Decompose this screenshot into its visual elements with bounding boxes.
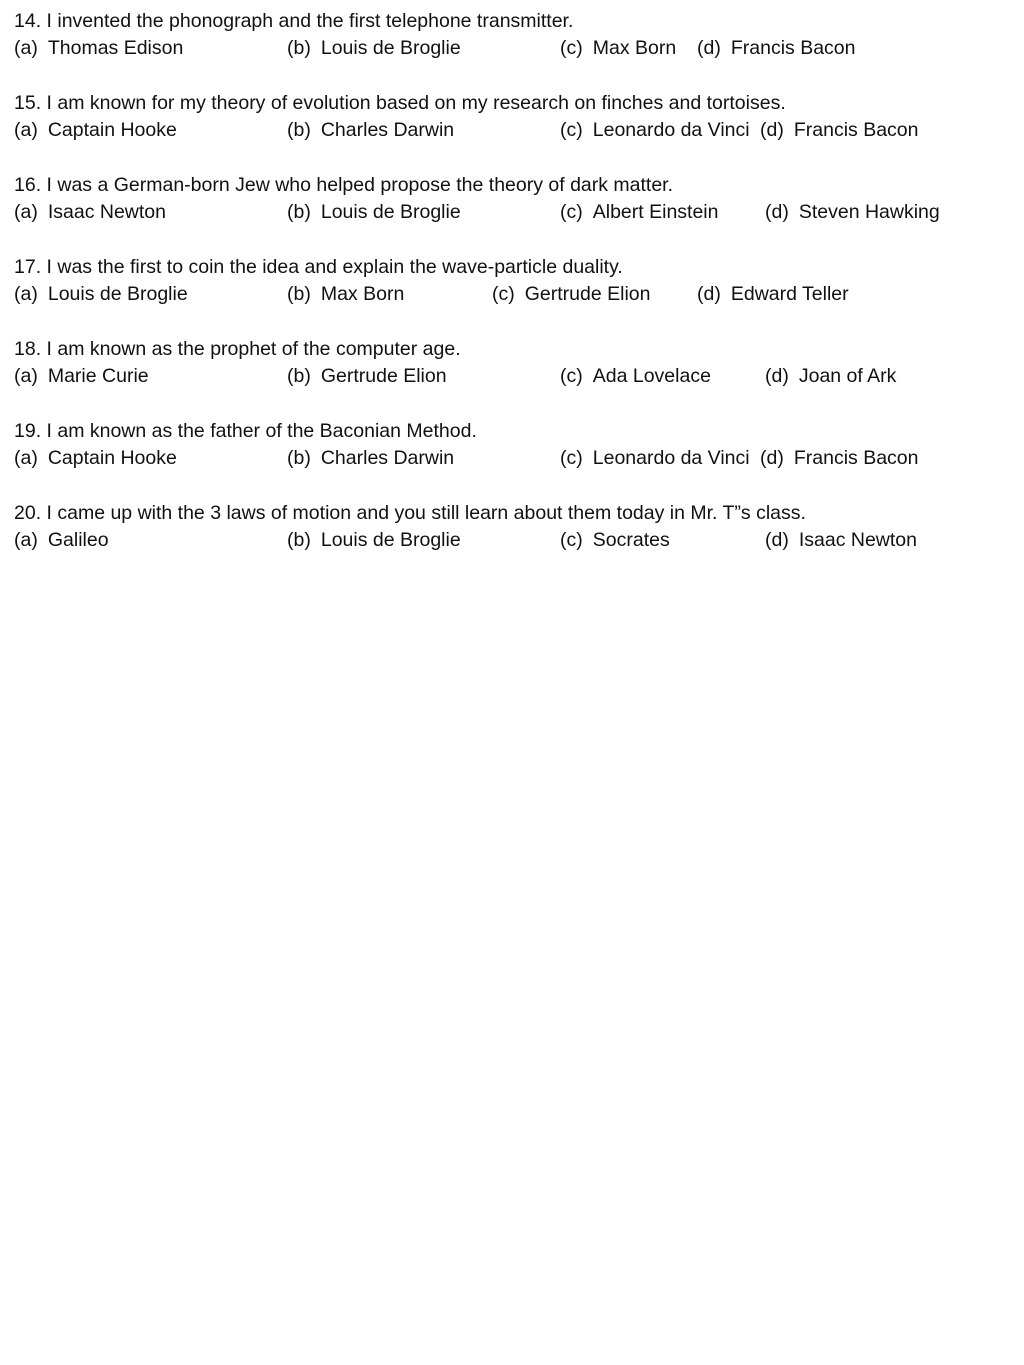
option-c [560,117,750,143]
option-a [14,35,183,61]
option-letter: (c) [560,119,583,141]
option-b [287,281,404,307]
question-19 [14,418,1014,474]
option-letter: (a) [14,201,38,223]
question-17 [14,254,1014,310]
option-letter: (d) [760,119,784,141]
option-name: Joan of Ark [798,365,897,387]
option-name: Captain Hooke [47,119,177,141]
option-name: Albert Einstein [592,201,719,223]
option-name: Francis Bacon [793,447,919,469]
option-name: Francis Bacon [793,119,919,141]
option-letter: (c) [492,283,515,305]
option-letter: (b) [287,37,311,59]
option-name: Marie Curie [47,365,149,387]
option-d [697,281,849,307]
option-d [697,35,855,61]
option-name: Edward Teller [730,283,849,305]
option-letter: (a) [14,37,38,59]
option-name: Louis de Broglie [47,283,188,305]
option-letter: (d) [765,365,789,387]
option-letter: (b) [287,447,311,469]
option-d [765,527,917,553]
option-name: Louis de Broglie [320,37,461,59]
option-c [560,363,711,389]
option-name: Charles Darwin [320,447,455,469]
option-name: Isaac Newton [47,201,166,223]
option-b [287,363,447,389]
option-a [14,445,177,471]
option-b [287,35,461,61]
option-name: Gertrude Elion [524,283,651,305]
option-name: Isaac Newton [798,529,917,551]
question-text: 20. I came up with the 3 laws of motion and you still learn about them today in Mr. T”s class. [14,502,806,524]
option-c [560,199,718,225]
question-text: 18. I am known as the prophet of the computer age. [14,338,461,360]
option-name: Ada Lovelace [592,365,711,387]
option-letter: (d) [765,529,789,551]
option-b [287,199,461,225]
option-name: Francis Bacon [730,37,856,59]
option-letter: (a) [14,119,38,141]
option-letter: (b) [287,283,311,305]
option-a [14,281,188,307]
option-letter: (d) [765,201,789,223]
option-d [760,445,918,471]
option-letter: (b) [287,529,311,551]
option-letter: (c) [560,37,583,59]
question-text: 15. I am known for my theory of evolution based on my research on finches and tortoises. [14,92,786,114]
option-c [560,35,676,61]
option-a [14,117,177,143]
option-name: Max Born [320,283,405,305]
option-letter: (d) [760,447,784,469]
option-letter: (c) [560,529,583,551]
option-letter: (b) [287,119,311,141]
option-letter: (c) [560,447,583,469]
option-a [14,199,166,225]
question-text: 19. I am known as the father of the Baconian Method. [14,420,477,442]
question-16 [14,172,1014,228]
option-letter: (a) [14,529,38,551]
option-name: Louis de Broglie [320,529,461,551]
option-name: Leonardo da Vinci [592,447,750,469]
option-d [765,363,896,389]
option-b [287,445,454,471]
option-name: Galileo [47,529,109,551]
option-letter: (a) [14,365,38,387]
option-letter: (c) [560,365,583,387]
option-name: Socrates [592,529,670,551]
option-name: Captain Hooke [47,447,177,469]
question-text: 17. I was the first to coin the idea and explain the wave-particle duality. [14,256,623,278]
question-14 [14,8,1014,64]
option-letter: (b) [287,365,311,387]
option-letter: (d) [697,283,721,305]
option-name: Gertrude Elion [320,365,447,387]
option-c [560,527,670,553]
option-letter: (a) [14,283,38,305]
option-name: Thomas Edison [47,37,184,59]
option-c [560,445,750,471]
question-text: 16. I was a German-born Jew who helped propose the theory of dark matter. [14,174,674,196]
option-letter: (d) [697,37,721,59]
question-20 [14,500,1014,556]
option-b [287,117,454,143]
option-name: Louis de Broglie [320,201,461,223]
question-18 [14,336,1014,392]
option-letter: (b) [287,201,311,223]
option-a [14,363,149,389]
option-name: Max Born [592,37,677,59]
option-letter: (a) [14,447,38,469]
option-d [765,199,940,225]
question-15 [14,90,1014,146]
option-name: Leonardo da Vinci [592,119,750,141]
option-name: Charles Darwin [320,119,455,141]
option-letter: (c) [560,201,583,223]
option-d [760,117,918,143]
option-a [14,527,109,553]
option-b [287,527,461,553]
question-text: 14. I invented the phonograph and the first telephone transmitter. [14,10,574,32]
option-c [492,281,650,307]
option-name: Steven Hawking [798,201,940,223]
